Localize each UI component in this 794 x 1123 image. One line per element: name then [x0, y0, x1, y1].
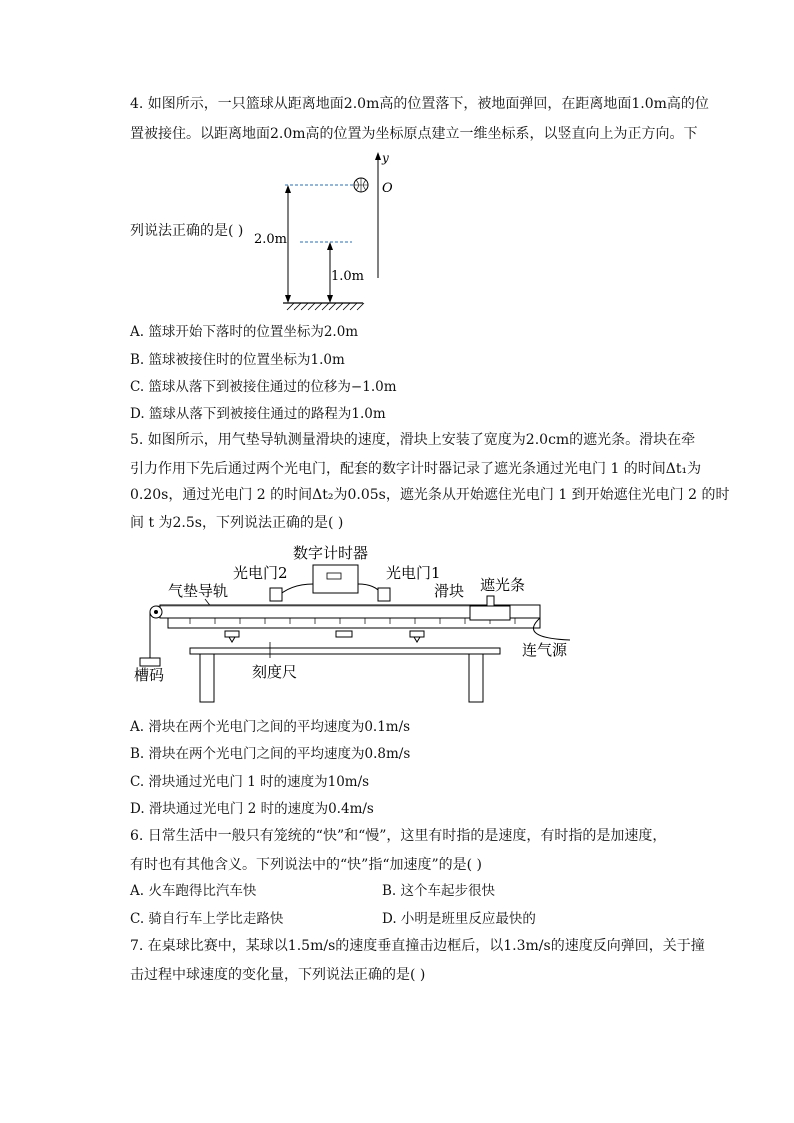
timer-label: 数字计时器: [293, 544, 369, 562]
photogate-1: [378, 588, 390, 601]
q4-stem-line-1: 4. 如图所示，一只篮球从距离地面2.0m高的位置落下，被地面弹回，在距离地面1.0m高的位: [130, 96, 709, 112]
weight-block: [140, 658, 160, 666]
q6-option-b: B. 这个车起步很快: [382, 883, 496, 899]
table-leg-right: [469, 654, 483, 702]
y-axis-arrowhead: [375, 152, 381, 160]
height-1m-label: 1.0m: [331, 269, 365, 284]
q4-stem-line-3: 列说法正确的是( ): [130, 223, 244, 239]
light-shield: [487, 596, 494, 606]
slider-block: [470, 606, 510, 620]
q4-option-b: B. 篮球被接住时的位置坐标为1.0m: [130, 352, 345, 368]
q7-stem-line-2: 击过程中球速度的变化量，下列说法正确的是( ): [130, 967, 426, 983]
table-leg-left: [200, 654, 214, 702]
q5-stem-line-4: 间 t 为2.5s，下列说法正确的是( ): [130, 515, 344, 531]
q5-option-d: D. 滑块通过光电门 2 时的速度为0.4m/s: [130, 801, 374, 817]
table-top: [190, 648, 500, 654]
gate1-label: 光电门1: [386, 564, 441, 582]
ruler-label: 刻度尺: [252, 663, 298, 681]
q6-option-a: A. 火车跑得比汽车快: [130, 883, 257, 899]
track-supports: [225, 631, 424, 642]
q4-basketball-figure: [245, 148, 393, 313]
q6-option-c: C. 骑自行车上学比走路快: [130, 911, 284, 927]
slider-label: 滑块: [434, 582, 465, 600]
q5-stem-line-2: 引力作用下先后通过两个光电门，配套的数字计时器记录了遮光条通过光电门 1 的时间Δt₁为: [130, 461, 702, 477]
air-label: 连气源: [522, 641, 568, 659]
weight-label: 槽码: [134, 666, 165, 684]
height-2m-label: 2.0m: [254, 232, 288, 247]
q4-stem-line-2: 置被接住。以距离地面2.0m高的位置为坐标原点建立一维坐标系，以竖直向上为正方向。下: [130, 126, 698, 142]
q6-stem-line-1: 6. 日常生活中一般只有笼统的“快”和“慢”，这里有时指的是速度，有时指的是加速度，: [130, 828, 667, 844]
q4-option-a: A. 篮球开始下落时的位置坐标为2.0m: [130, 324, 359, 340]
q5-option-a: A. 滑块在两个光电门之间的平均速度为0.1m/s: [130, 719, 411, 735]
q5-option-b: B. 滑块在两个光电门之间的平均速度为0.8m/s: [130, 746, 411, 762]
q5-stem-line-3: 0.20s，通过光电门 2 的时间Δt₂为0.05s，遮光条从开始遮住光电门 1 到开始遮住光电门 2 的时: [130, 487, 730, 503]
photogate-2: [270, 588, 282, 601]
q4-option-c: C. 篮球从落下到被接住通过的位移为−1.0m: [130, 379, 397, 395]
ground-hatch: [287, 303, 364, 310]
timer-display: [327, 573, 341, 579]
y-axis-label: y: [382, 151, 389, 165]
q6-option-d: D. 小明是班里反应最快的: [382, 911, 536, 927]
shade-label: 遮光条: [480, 576, 526, 594]
origin-label: O: [382, 181, 393, 196]
q4-option-d: D. 篮球从落下到被接住通过的路程为1.0m: [130, 406, 386, 422]
gate2-label: 光电门2: [233, 564, 288, 582]
q5-stem-line-1: 5. 如图所示，用气垫导轨测量滑块的速度，滑块上安装了宽度为2.0cm的遮光条。滑块在牵: [130, 432, 696, 448]
q5-air-track-figure: [130, 540, 600, 705]
q6-stem-line-2: 有时也有其他含义。下列说法中的“快”指“加速度”的是( ): [130, 857, 483, 873]
q5-option-c: C. 滑块通过光电门 1 时的速度为10m/s: [130, 774, 370, 790]
track-label: 气垫导轨: [168, 582, 229, 600]
q7-stem-line-1: 7. 在桌球比赛中，某球以1.5m/s的速度垂直撞击边框后，以1.3m/s的速度反向弹回，关于撞: [130, 938, 705, 954]
